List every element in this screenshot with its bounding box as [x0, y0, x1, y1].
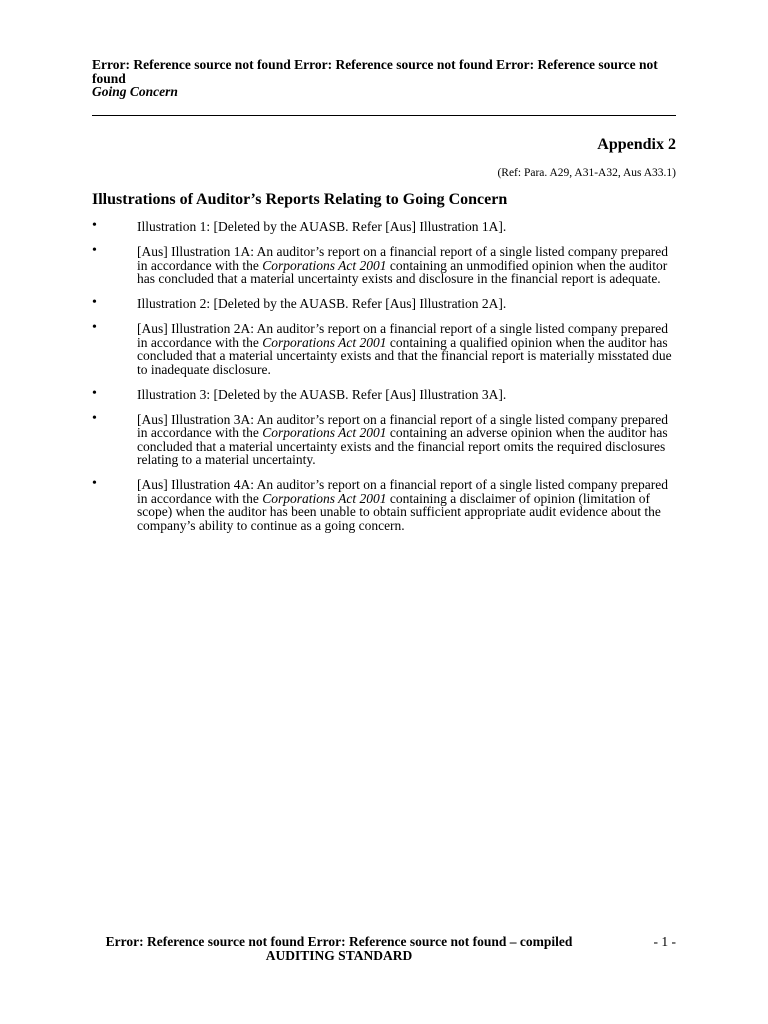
list-item: [92, 410, 676, 467]
appendix-title: Appendix 2: [597, 136, 676, 153]
item-text: Illustration 2: [Deleted by the AUASB. Refer [Aus] Illustration 2A].: [137, 296, 507, 311]
list-item: [92, 297, 676, 311]
item-text: Illustration 3: [Deleted by the AUASB. Refer [Aus] Illustration 3A].: [137, 386, 507, 402]
header-subtitle: Going Concern: [92, 84, 178, 99]
item-text-continued: containing an adverse opinion when the auditor has concluded that a material uncertainty exists and the financial report omits the required disclosures relating to a material uncertainty.: [137, 425, 668, 467]
bullet-icon: •: [92, 218, 97, 233]
page-number: - 1 -: [653, 934, 676, 949]
page-header: [92, 58, 676, 99]
list-item: [92, 322, 676, 376]
item-text-continued: containing a qualified opinion when the auditor has concluded that a material uncertainty exists and that the financial report is materially misstated due to inadequate disclosure.: [137, 334, 672, 377]
reference-paragraphs: (Ref: Para. A29, A31-A32, Aus A33.1): [497, 167, 676, 179]
header-divider: [92, 115, 676, 116]
item-text-continued: containing a disclaimer of opinion (limitation of scope) when the auditor has been unable to obtain sufficient appropriate audit evidence about the company’s ability to continue as a going concern.: [137, 490, 661, 533]
bullet-icon: •: [92, 385, 97, 401]
item-text-continued: containing an unmodified opinion when the auditor has concluded that a material uncertainty exists and disclosure in the financial report is adequate.: [137, 257, 668, 286]
list-item: [92, 478, 676, 532]
bullet-icon: •: [92, 476, 97, 491]
list-item: [92, 245, 676, 286]
list-item: [92, 220, 676, 234]
bullet-icon: •: [92, 410, 97, 426]
act-name: Corporations Act 2001: [262, 490, 387, 506]
item-text: [Aus] Illustration 4A: An auditor’s report on a financial report of a single listed company prepared in accordance with the: [137, 477, 668, 506]
bullet-icon: •: [92, 295, 97, 310]
item-text: [Aus] Illustration 1A: An auditor’s report on a financial report of a single listed company prepared in accordance with the: [137, 244, 668, 273]
header-reference-error: Error: Reference source not found Error: Reference source not found Error: Reference source not found: [92, 57, 658, 86]
bullet-icon: •: [92, 320, 97, 335]
section-heading: Illustrations of Auditor’s Reports Relating to Going Concern: [92, 191, 508, 208]
item-text: Illustration 1: [Deleted by the AUASB. Refer [Aus] Illustration 1A].: [137, 219, 507, 234]
footer-standard-label: AUDITING STANDARD: [265, 947, 413, 963]
footer-reference-error: Error: Reference source not found Error: Reference source not found – compiled: [105, 934, 573, 949]
act-name: Corporations Act 2001: [262, 257, 387, 273]
bullet-icon: •: [92, 243, 97, 258]
item-text: [Aus] Illustration 3A: An auditor’s report on a financial report of a single listed company prepared in accordance with the: [137, 411, 668, 440]
act-name: Corporations Act 2001: [262, 425, 387, 440]
illustrations-list: [92, 220, 676, 544]
item-text: [Aus] Illustration 2A: An auditor’s report on a financial report of a single listed company prepared in accordance with the: [137, 321, 668, 350]
list-item: [92, 385, 676, 402]
page-footer: [92, 935, 676, 962]
act-name: Corporations Act 2001: [262, 334, 387, 350]
